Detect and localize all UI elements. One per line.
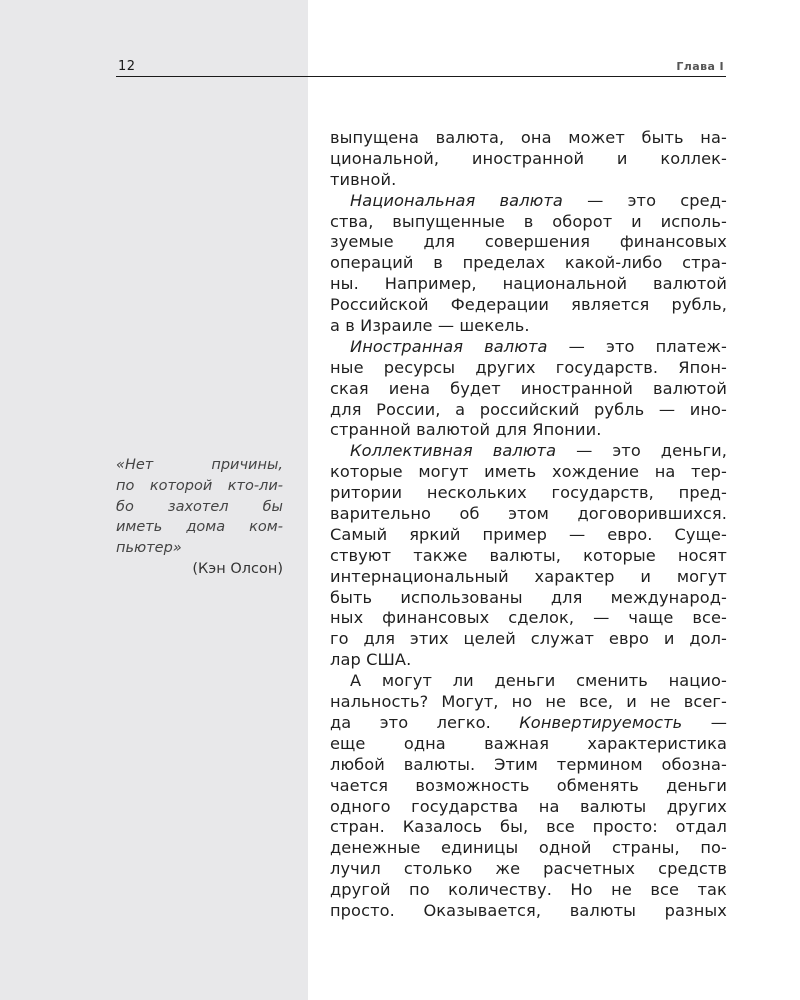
word: да <box>330 712 352 732</box>
word: совершения <box>484 232 591 252</box>
text-line <box>330 316 727 337</box>
italic-term: валюта <box>492 441 557 461</box>
word: других <box>475 357 536 377</box>
word: столько <box>403 859 473 879</box>
text-line <box>330 713 727 734</box>
word: и <box>631 211 642 231</box>
word: сред- <box>680 190 727 210</box>
text-line <box>330 671 727 692</box>
word: могут <box>418 462 469 482</box>
word: платеж- <box>655 336 727 356</box>
text-line <box>330 588 727 609</box>
text-line <box>330 546 727 567</box>
word: которые <box>583 545 656 565</box>
word: Оказывается, <box>423 900 542 920</box>
quote-line <box>116 455 283 476</box>
word: — <box>568 336 585 356</box>
word: для <box>495 420 533 440</box>
word: это <box>379 712 409 732</box>
word: легко. <box>436 712 491 732</box>
quote-word: бо <box>116 498 134 515</box>
word: лар <box>330 650 367 670</box>
word: — <box>710 712 727 732</box>
word: Япон- <box>678 357 727 377</box>
quote-word: иметь <box>116 519 163 536</box>
word: договорившихся. <box>577 504 727 524</box>
word: характеристика <box>587 733 727 753</box>
word: в <box>345 316 361 336</box>
word: валюты, <box>489 545 561 565</box>
word: это <box>612 441 641 461</box>
word: рубль <box>594 399 645 419</box>
text-line <box>330 901 727 922</box>
word: ино- <box>689 399 727 419</box>
word: характер <box>534 566 615 586</box>
chapter-label: Глава I <box>676 60 724 73</box>
word: целей <box>463 629 516 649</box>
word: по- <box>700 838 727 858</box>
quote-line <box>116 476 283 497</box>
word: но <box>511 692 533 712</box>
quote-word: ком- <box>249 519 283 536</box>
word: — <box>576 441 593 461</box>
word: ли <box>452 671 474 691</box>
word: Самый <box>330 524 388 544</box>
word: которые <box>330 462 403 482</box>
word: просто: <box>592 817 658 837</box>
word: об <box>459 504 480 524</box>
quote-text <box>116 455 283 559</box>
word: государства <box>411 796 519 816</box>
word: термином <box>556 754 643 774</box>
text-line <box>330 128 727 149</box>
word: быть <box>641 128 684 147</box>
word: — <box>437 316 460 336</box>
word: носят <box>677 545 727 565</box>
quote-word: «Нет <box>116 457 154 473</box>
word: выпущенные <box>392 211 505 231</box>
word: валюты <box>579 796 647 816</box>
word: одного <box>330 796 391 816</box>
word: страны, <box>612 838 680 858</box>
word: использованы <box>400 587 523 607</box>
word: деньги <box>666 775 727 795</box>
word: рубль, <box>671 295 727 315</box>
word: выпущена <box>330 128 419 147</box>
word: стра- <box>682 253 727 273</box>
word: разных <box>664 900 727 920</box>
quote-word: захотел <box>167 498 229 515</box>
word: на <box>654 462 676 482</box>
word: возможность <box>415 775 530 795</box>
word: ства, <box>330 211 374 231</box>
page-header <box>116 58 726 77</box>
word: одна <box>403 733 446 753</box>
word: и <box>663 629 675 649</box>
word: пример <box>482 524 547 544</box>
word: важная <box>484 733 550 753</box>
text-line <box>330 191 727 212</box>
word: и <box>626 692 637 712</box>
word: обменять <box>556 775 639 795</box>
word: обозна- <box>661 754 727 774</box>
word: Этим <box>494 754 538 774</box>
word: деньги, <box>660 441 727 461</box>
word: тер- <box>691 462 727 482</box>
text-line <box>330 379 727 400</box>
word: просто. <box>330 900 395 920</box>
word: пределах <box>462 253 546 273</box>
italic-term: Коллективная <box>350 441 473 461</box>
word: в <box>433 253 443 273</box>
word: все <box>650 880 680 900</box>
word: бы, <box>500 817 529 837</box>
text-line <box>330 776 727 797</box>
word: США. <box>366 650 412 670</box>
word: на- <box>700 128 727 147</box>
word: А <box>350 671 362 691</box>
word: хождение <box>551 462 640 482</box>
word: а <box>455 399 466 419</box>
quote-line <box>116 538 283 559</box>
word: Например, <box>384 274 477 294</box>
word: это <box>627 190 657 210</box>
word: ресурсы <box>383 357 456 377</box>
word: — <box>568 524 586 544</box>
sidebar-quote <box>116 455 283 580</box>
italic-term: Иностранная <box>350 336 464 356</box>
word: финансовых <box>619 232 727 252</box>
text-line <box>330 170 727 191</box>
word: ные <box>330 357 364 377</box>
word: яркий <box>409 524 461 544</box>
word: единицы <box>440 838 519 858</box>
word: для <box>423 232 456 252</box>
word: этих <box>409 629 449 649</box>
word: также <box>413 545 468 565</box>
word: иностранной <box>471 148 585 168</box>
word: международ- <box>610 587 727 607</box>
word: го <box>330 629 349 649</box>
word: валютой <box>652 378 727 398</box>
word: Казалось <box>402 817 483 837</box>
text-line <box>330 337 727 358</box>
word: для <box>363 629 396 649</box>
word: является <box>571 295 650 315</box>
quote-word: причины, <box>211 457 283 473</box>
quote-author: (Кэн Олсон) <box>192 560 283 577</box>
word: могут <box>676 566 727 586</box>
word: могут <box>381 671 433 691</box>
italic-term: Национальная <box>350 190 476 210</box>
word: Федерации <box>450 295 549 315</box>
word: евро. <box>607 524 653 544</box>
word: все <box>546 817 575 837</box>
text-line <box>330 232 727 253</box>
word: Суще- <box>674 524 727 544</box>
word: интернациональный <box>330 566 509 586</box>
text-line <box>330 420 727 441</box>
word: национальной <box>502 274 628 294</box>
word: валютой <box>416 420 496 440</box>
text-line <box>330 212 727 233</box>
page-number: 12 <box>118 59 136 74</box>
quote-word: кто-ли- <box>227 477 283 494</box>
word: для <box>550 587 583 607</box>
text-line <box>330 525 727 546</box>
text-line <box>330 650 727 671</box>
text-line <box>330 608 727 629</box>
word: оборот <box>552 211 613 231</box>
word: стран. <box>330 817 385 837</box>
word: в <box>523 211 534 231</box>
word: не <box>649 692 671 712</box>
word: дол- <box>689 629 727 649</box>
word: — <box>593 608 610 628</box>
word: деньги <box>494 671 556 691</box>
word: это <box>605 336 635 356</box>
word: лучил <box>330 859 381 879</box>
word: иностранной <box>520 378 633 398</box>
text-line <box>330 462 727 483</box>
quote-word: пьютер» <box>116 540 182 557</box>
word: пред- <box>678 483 727 503</box>
word: циональной, <box>330 148 440 168</box>
word: ствуют <box>330 545 392 565</box>
word: шекель. <box>459 316 530 336</box>
word: и <box>616 148 628 168</box>
word: валюты. <box>403 754 476 774</box>
word: этом <box>508 504 549 524</box>
text-line <box>330 567 727 588</box>
word: коллек- <box>660 148 727 168</box>
text-line <box>330 358 727 379</box>
word: — <box>587 190 604 210</box>
text-line <box>330 880 727 901</box>
word: быть <box>330 587 373 607</box>
text-line <box>330 838 727 859</box>
word: Могут, <box>441 692 499 712</box>
word: Но <box>570 880 593 900</box>
word: исполь- <box>660 211 727 231</box>
main-text-column <box>330 128 727 922</box>
word: денежные <box>330 838 421 858</box>
word: так <box>697 880 727 900</box>
word: России, <box>376 399 441 419</box>
word: ны. <box>330 274 359 294</box>
word: по <box>409 880 430 900</box>
text-line <box>330 734 727 755</box>
word: и <box>640 566 651 586</box>
word: других <box>666 796 727 816</box>
word: чаще <box>628 608 674 628</box>
word: иена <box>388 378 431 398</box>
text-line <box>330 400 727 421</box>
word: государств, <box>551 483 654 503</box>
text-line <box>330 253 727 274</box>
word: финансовых <box>382 608 490 628</box>
text-line <box>330 441 727 462</box>
quote-line <box>116 517 283 538</box>
text-line <box>330 629 727 650</box>
italic-term: Конвертируемость <box>519 712 683 732</box>
word: же <box>495 859 521 879</box>
text-line <box>330 483 727 504</box>
text-line <box>330 149 727 170</box>
word: ных <box>330 608 364 628</box>
word: будет <box>450 378 501 398</box>
word: зуемые <box>330 232 394 252</box>
text-line <box>330 859 727 880</box>
word: сменить <box>576 671 648 691</box>
word: сделок, <box>508 608 575 628</box>
quote-word: по <box>116 477 135 494</box>
word: нацио- <box>668 671 727 691</box>
word: Израиле <box>360 316 438 336</box>
word: средств <box>658 859 727 879</box>
word: может <box>568 128 625 147</box>
word: странной <box>330 420 417 440</box>
word: еще <box>330 733 366 753</box>
word: нескольких <box>426 483 527 503</box>
word: любой <box>330 754 385 774</box>
text-line <box>330 817 727 838</box>
word: валюта, <box>435 128 505 147</box>
italic-term: валюта <box>484 336 548 356</box>
word: государств. <box>555 357 659 377</box>
word: одной <box>538 838 592 858</box>
text-line <box>330 295 727 316</box>
word: расчетных <box>543 859 636 879</box>
quote-word: бы <box>262 498 283 515</box>
word: служат <box>530 629 595 649</box>
word: не <box>545 692 567 712</box>
word: Японии. <box>532 420 602 440</box>
word: ритории <box>330 483 403 503</box>
word: другой <box>330 880 391 900</box>
text-line <box>330 274 727 295</box>
quote-line <box>116 497 283 518</box>
text-line <box>330 797 727 818</box>
word: а <box>330 316 346 336</box>
word: все- <box>692 608 727 628</box>
word: тивной. <box>330 169 397 189</box>
word: иметь <box>484 462 537 482</box>
word: валютой <box>653 274 727 294</box>
word: для <box>330 399 362 419</box>
word: евро <box>608 629 649 649</box>
word: не <box>611 880 632 900</box>
word: российский <box>479 399 580 419</box>
italic-term: валюта <box>499 190 563 210</box>
word: чается <box>330 775 389 795</box>
word: какой-либо <box>564 253 663 273</box>
text-line <box>330 755 727 776</box>
word: валюты <box>569 900 637 920</box>
word: операций <box>330 253 414 273</box>
text-line <box>330 692 727 713</box>
word: ская <box>330 378 369 398</box>
text-line <box>330 504 727 525</box>
word: количеству. <box>448 880 552 900</box>
quote-word: дома <box>186 519 226 536</box>
word: — <box>658 399 676 419</box>
word: нальность? <box>330 692 429 712</box>
word: варительно <box>330 504 432 524</box>
word: она <box>520 128 552 147</box>
word: Российской <box>330 295 429 315</box>
word: все, <box>579 692 614 712</box>
word: всег- <box>683 692 727 712</box>
quote-word: которой <box>149 477 213 494</box>
word: на <box>538 796 560 816</box>
word: отдал <box>675 817 727 837</box>
